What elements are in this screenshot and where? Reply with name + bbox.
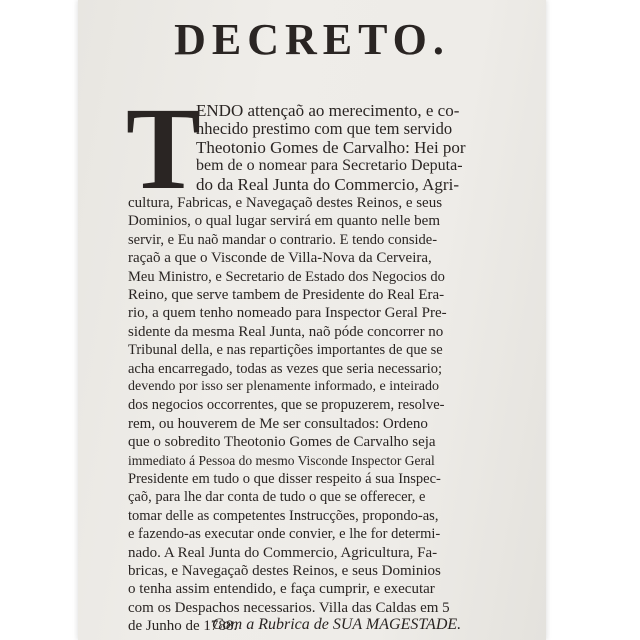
body-line: devendo por isso ser plenamente informado, e inteirado <box>128 379 440 394</box>
body-line: Presidente em tudo o que disser respeito á sua Inspec- <box>128 471 441 487</box>
body-line: nado. A Real Junta do Commercio, Agricultura, Fa- <box>128 544 438 561</box>
body-line: Reino, que serve tambem de Presidente do Real Era- <box>128 287 445 303</box>
body-line: dos negocios occorrentes, que se propuzerem, resolve- <box>128 397 445 414</box>
body-line: de Junho de 1788. <box>128 618 238 635</box>
body-line: immediato á Pessoa do mesmo Visconde Inspector Geral <box>128 452 435 468</box>
body-line: que o sobredito Theotonio Gomes de Carvalho seja <box>128 434 436 451</box>
rubrica-name: SUA MAGESTADE. <box>332 616 462 633</box>
body-line: bricas, e Navegaçaõ destes Reinos, e seus Dominios <box>128 563 441 579</box>
body-line: rio, a quem tenho nomeado para Inspector Geral Pre- <box>128 305 447 322</box>
body-line: çaõ, para lhe dar conta de tudo o que se offerecer, e <box>128 489 426 506</box>
body-line: com os Despachos necessarios. Villa das Caldas em 5 <box>128 599 450 616</box>
drop-cap-initial: T <box>125 83 201 214</box>
body-line: o tenha assim entendido, e faça cumprir, e executar <box>128 581 435 598</box>
body-line: Theotonio Gomes de Carvalho: Hei por <box>196 137 466 157</box>
body-line: nhecido prestimo com que tem servido <box>196 119 453 139</box>
body-line: Tribunal della, e nas repartições importantes de que se <box>128 342 443 359</box>
body-line: do da Real Junta do Commercio, Agri- <box>196 174 459 194</box>
body-line: sidente da mesma Real Junta, naõ póde concorrer no <box>128 323 444 340</box>
body-line: acha encarregado, todas as vezes que seria necessario; <box>128 360 443 377</box>
body-line: cultura, Fabricas, e Navegaçaõ destes Reinos, e seus <box>128 195 443 211</box>
body-line: Meu Ministro, e Secretario de Estado dos Negocios do <box>128 268 445 285</box>
rubrica-line <box>212 616 461 634</box>
body-line: raçaõ a que o Visconde de Villa-Nova da Cerveira, <box>128 250 432 267</box>
body-line: ENDO attençaõ ao merecimento, e co- <box>196 101 460 120</box>
body-line: Dominios, o qual lugar servirá em quanto nelle bem <box>128 213 441 230</box>
document-title: DECRETO. <box>174 15 450 64</box>
body-line: e fazendo-as executar onde convier, e lhe for determi- <box>128 526 441 543</box>
body-line: tomar delle as competentes Instrucções, propondo-as, <box>128 507 439 524</box>
body-line: rem, ou houverem de Me ser consultados: Ordeno <box>128 415 428 432</box>
body-line: bem de o nomear para Secretario Deputa- <box>196 157 463 175</box>
rubrica-prefix: Com a Rubrica de <box>212 616 333 633</box>
body-line: servir, e Eu naõ mandar o contrario. E tendo conside- <box>128 231 438 248</box>
document-page <box>78 0 546 640</box>
